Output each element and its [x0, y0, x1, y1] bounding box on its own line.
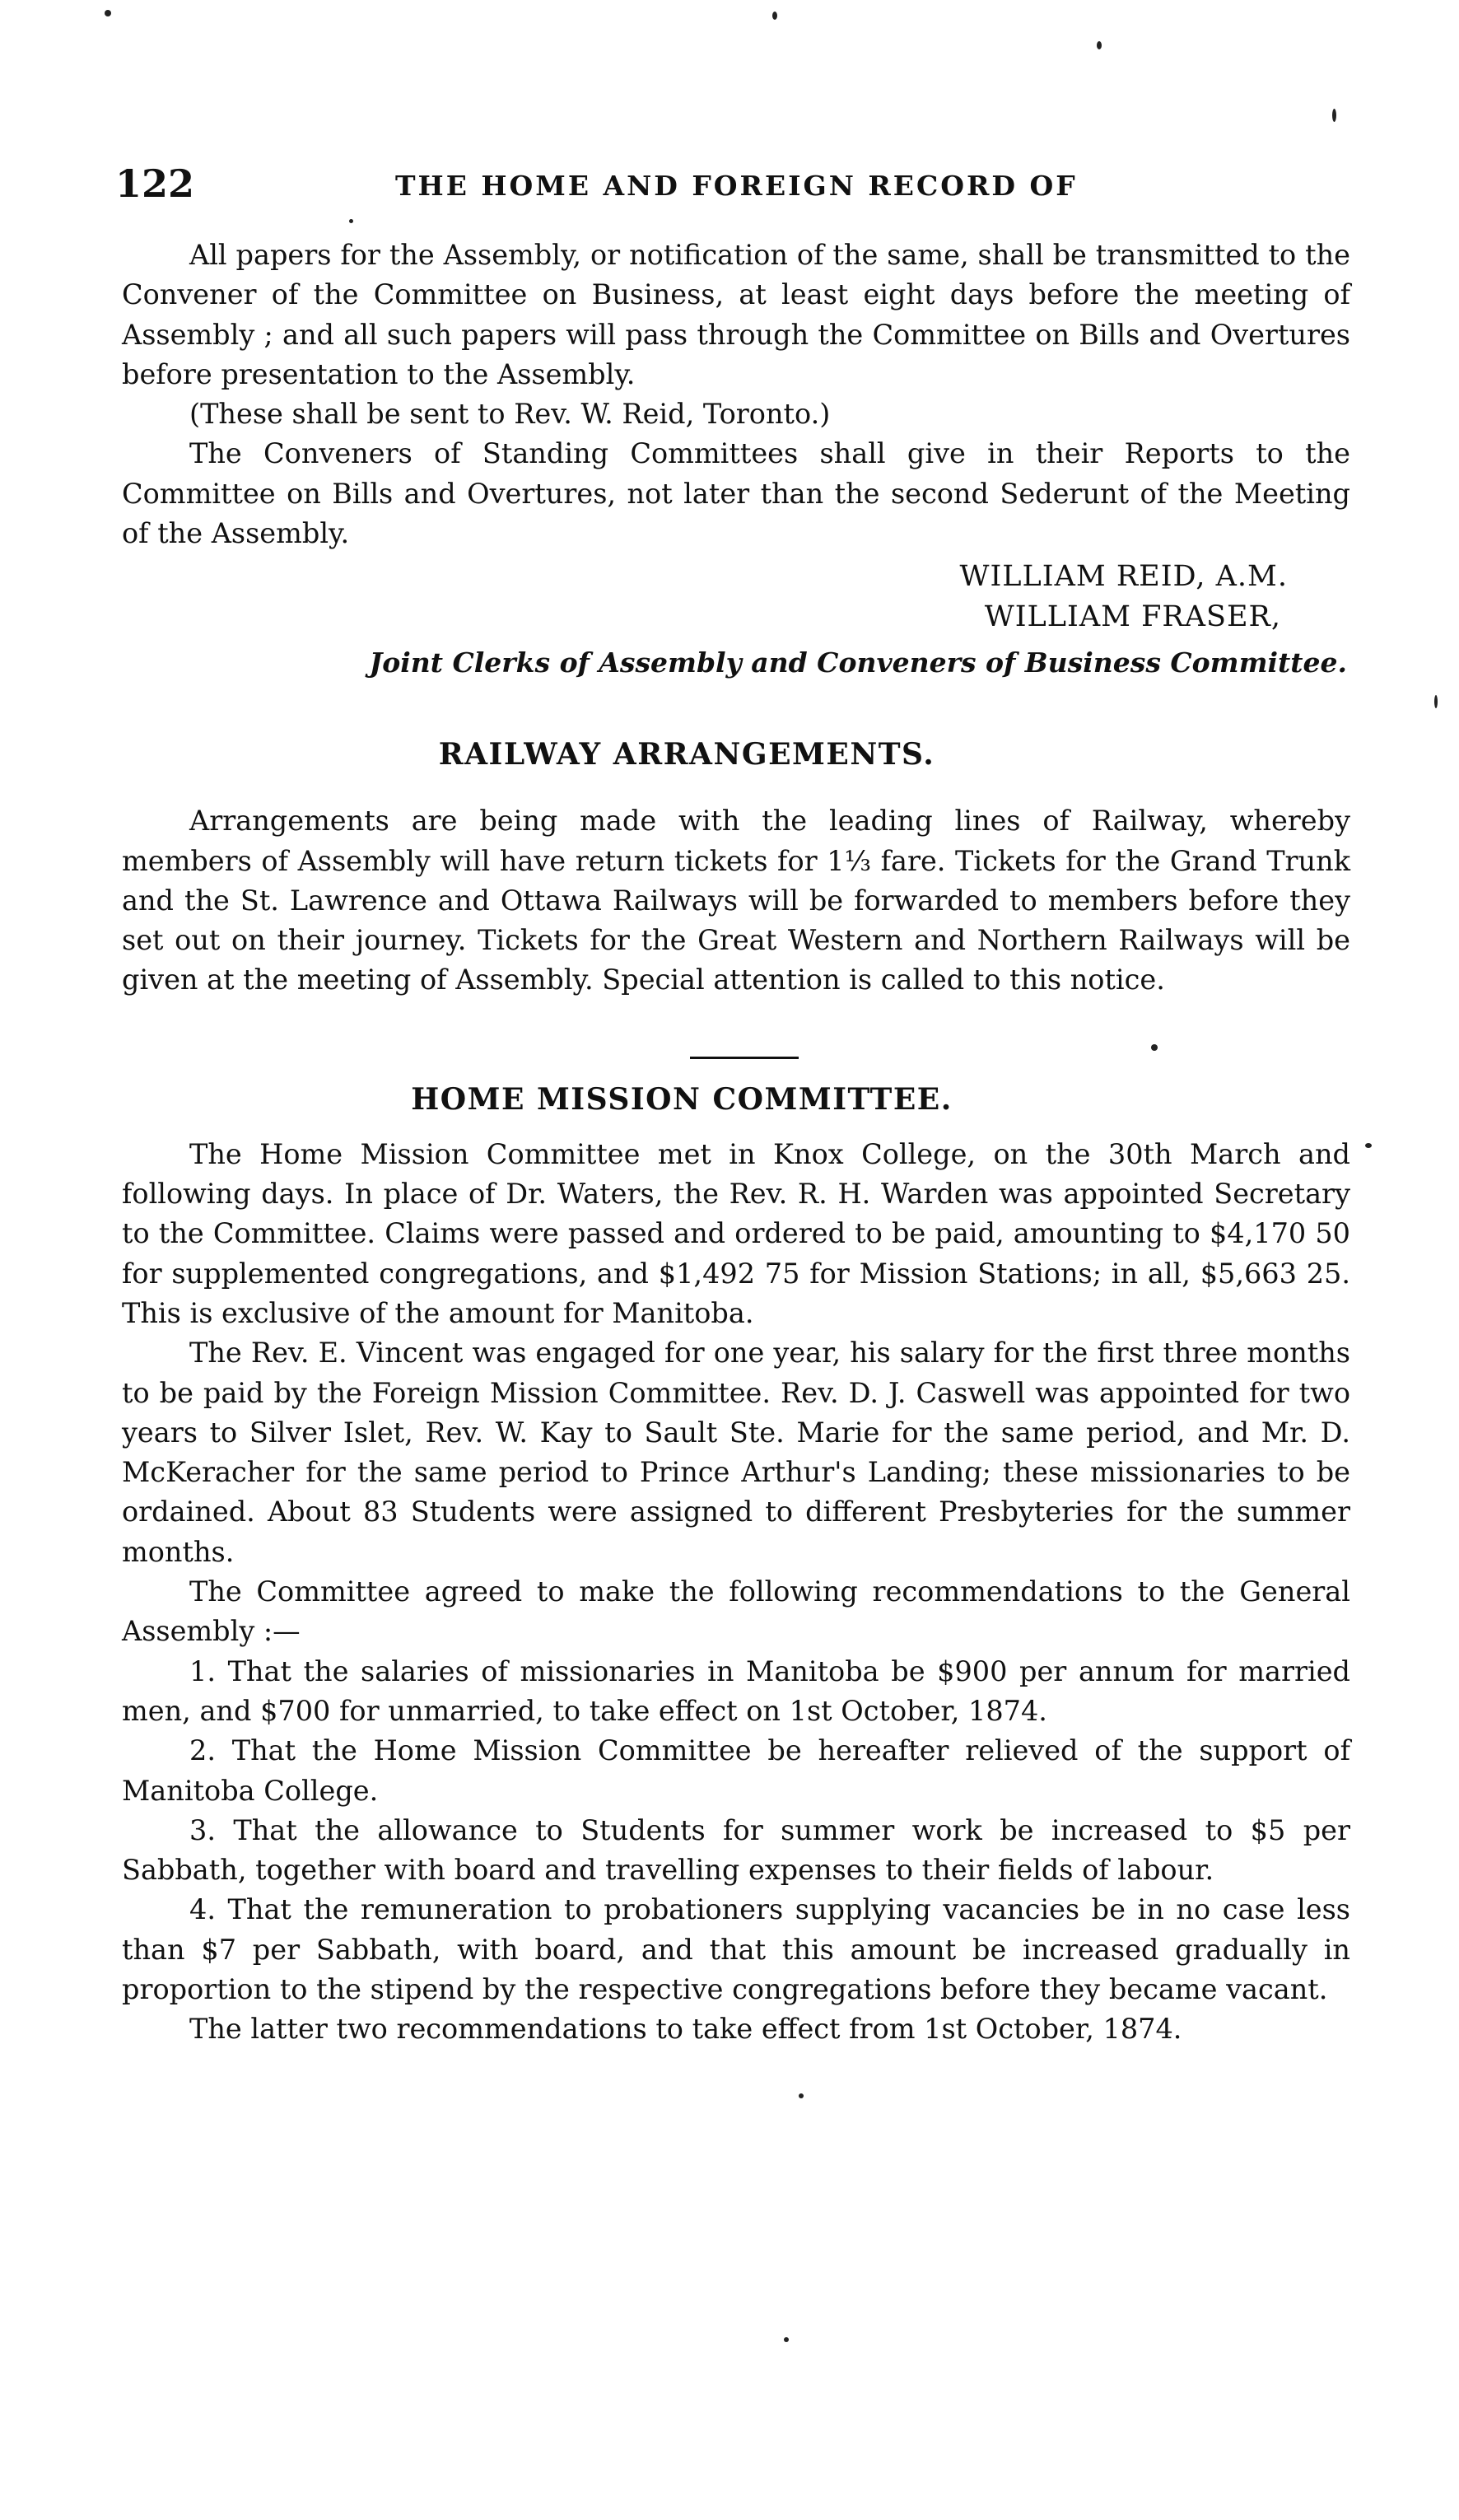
section-heading: RAILWAY ARRANGEMENTS.	[438, 737, 935, 772]
page-header	[115, 161, 1359, 211]
recommendation-item: 2. That the Home Mission Committee be hereafter relieved of the support of Manitoba College.	[122, 1734, 1350, 1807]
scan-speck	[799, 2093, 804, 2098]
signatory-name: WILLIAM REID, A.M.	[959, 560, 1288, 594]
recommendation-item: 4. That the remuneration to probationers supplying vacancies be in no case less than $7 per Sabbath, with board, and that this amount be increased gradually in proportion to the stipend by the respective congregations before they became vacant.	[122, 1893, 1350, 2005]
scan-speck	[1332, 109, 1336, 122]
notice-paragraph: The Conveners of Standing Committees shall give in their Reports to the Committee on Bills and Overtures, not later than the second Sederunt of the Meeting of the Assembly.	[122, 437, 1350, 550]
section-divider	[690, 1057, 799, 1059]
section-heading: HOME MISSION COMMITTEE.	[411, 1081, 953, 1117]
running-head: THE HOME AND FOREIGN RECORD OF	[395, 170, 1078, 202]
signatory-title: Joint Clerks of Assembly and Conveners of Business Committee.	[369, 646, 1347, 679]
mission-paragraph: The Home Mission Committee met in Knox College, on the 30th March and following days. In place of Dr. Waters, the Rev. R. H. Warden was appointed Secretary to the Committee. Claims were passed and ordered to be paid, amounting to $4,170 50 for supplemented congregations, and $1,492 75 for Mission Stations; in all, $5,663 25. This is exclusive of the amount for Manitoba.	[122, 1137, 1350, 1329]
scan-speck	[1434, 695, 1438, 708]
recommendation-item: 3. That the allowance to Students for summer work be increased to $5 per Sabbath, together with board and travelling expenses to their fields of labour.	[122, 1813, 1350, 1887]
assembly-notice	[122, 236, 1350, 683]
scan-speck	[349, 219, 353, 223]
page-number: 122	[115, 161, 195, 206]
mission-paragraph: The Committee agreed to make the following recommendations to the General Assembly :—	[122, 1575, 1350, 1648]
mission-paragraph: The Rev. E. Vincent was engaged for one year, his salary for the first three months to be paid by the Foreign Mission Committee. Rev. D. J. Caswell was appointed for two years to Silver Islet, Rev. W. Kay to Sault Ste. Marie for the same period, and Mr. D. McKeracher for the same period to Prince Arthur's Landing; these missionaries to be ordained. About 83 Students were assigned to different Presbyteries for the summer months.	[122, 1337, 1350, 1568]
scan-speck	[1365, 1143, 1372, 1148]
railway-section	[122, 734, 1350, 1000]
notice-paragraph: (These shall be sent to Rev. W. Reid, Toronto.)	[189, 398, 831, 431]
scan-speck	[784, 2337, 789, 2342]
closing-paragraph: The latter two recommendations to take effect from 1st October, 1874.	[189, 2013, 1182, 2046]
page-content	[122, 236, 1350, 2050]
scan-speck	[1097, 41, 1102, 49]
railway-paragraph: Arrangements are being made with the leading lines of Railway, whereby members of Assembly will have return tickets for 1⅓ fare. Tickets for the Grand Trunk and the St. Lawrence and Ottawa Railways will be forwarded to members before they set out on their journey. Tickets for the Great Western and Northern Railways will be given at the meeting of Assembly. Special attention is called to this notice.	[122, 805, 1350, 996]
signatory-name: WILLIAM FRASER,	[984, 600, 1281, 633]
scan-speck	[772, 12, 777, 20]
recommendation-item: 1. That the salaries of missionaries in Manitoba be $900 per annum for married men, and $700 for unmarried, to take effect on 1st October, 1874.	[122, 1654, 1350, 1727]
scan-speck	[105, 10, 111, 16]
home-mission-section	[122, 1079, 1350, 2050]
notice-paragraph: All papers for the Assembly, or notification of the same, shall be transmitted to the Convener of the Committee on Business, at least eight days before the meeting of Assembly ; and all such papers will pass through the Committee on Bills and Overtures before presentation to the Assembly.	[122, 239, 1350, 390]
